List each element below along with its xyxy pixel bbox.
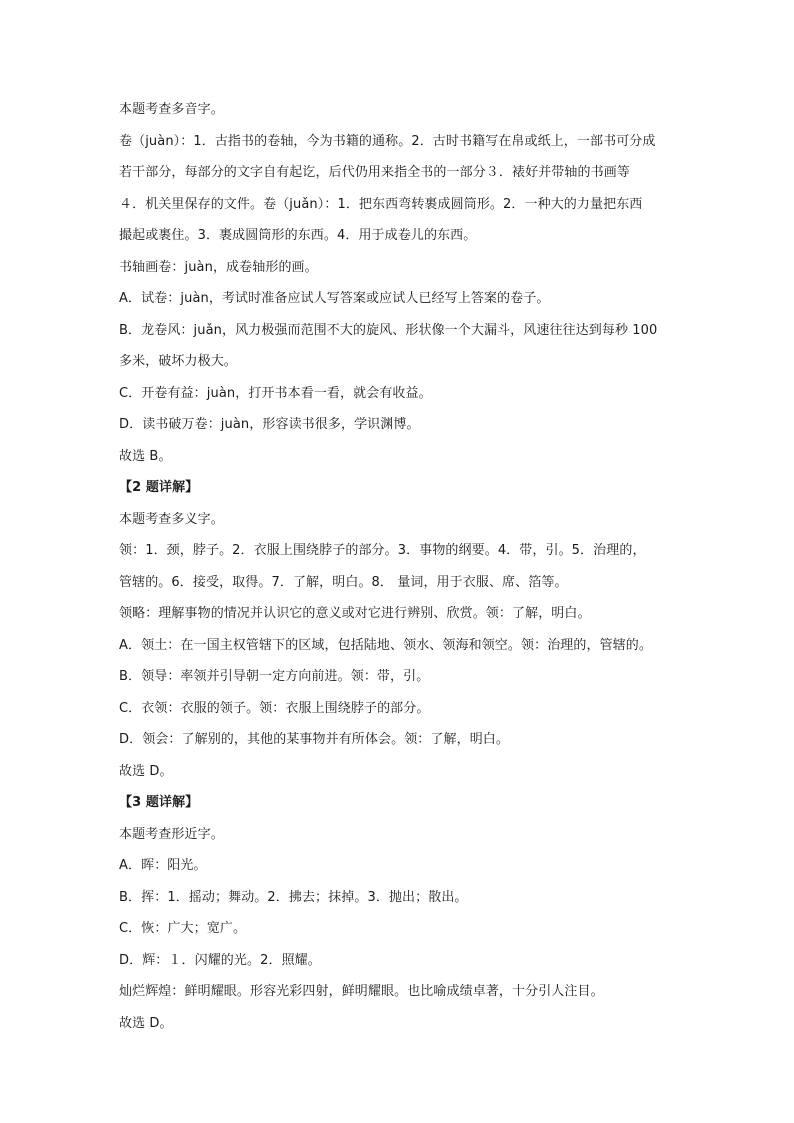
answer-explanation-body bbox=[119, 101, 679, 1046]
option-b: B．领导：率领并引导朝一定方向前进。领：带，引。 bbox=[119, 669, 430, 684]
text-line: 领略：理解事物的情况并认识它的意义或对它进行辨别、欣赏。领：了解，明白。 bbox=[119, 606, 591, 621]
option-d: D．领会：了解别的，其他的某事物并有所体会。领：了解，明白。 bbox=[119, 732, 510, 747]
option-b: B．挥：1．摇动；舞动。2．拂去；抹掉。3．抛出；散出。 bbox=[119, 889, 468, 905]
text-line: ４．机关里保存的文件。卷（juǎn）：1．把东西弯转裹成圆筒形。2．一种大的力量把东西 bbox=[119, 196, 643, 212]
text-line: 灿烂辉煌：鲜明耀眼。形容光彩四射，鲜明耀眼。也比喻成绩卓著，十分引人注目。 bbox=[119, 984, 604, 999]
section-heading: 【2 题详解】 bbox=[119, 480, 199, 495]
text-line: 本题考查多义字。 bbox=[119, 511, 224, 527]
answer-line: 故选 D。 bbox=[119, 763, 173, 779]
option-c: C．恢：广大；宽广。 bbox=[119, 921, 247, 936]
text-line: 书轴画卷：juàn，成卷轴形的画。 bbox=[119, 259, 318, 275]
option-d: D．辉：１．闪耀的光。2．照耀。 bbox=[119, 952, 321, 968]
answer-line: 故选 B。 bbox=[119, 448, 172, 464]
text-line: 本题考查形近字。 bbox=[119, 826, 224, 842]
option-c: C．衣领：衣服的领子。领：衣服上围绕脖子的部分。 bbox=[119, 700, 430, 716]
option-c: C．开卷有益：juàn，打开书本看一看，就会有收益。 bbox=[119, 385, 432, 401]
answer-line: 故选 D。 bbox=[119, 1015, 173, 1031]
text-line: 卷（juàn）：1．古指书的卷轴，今为书籍的通称。2．古时书籍写在帛或纸上，一部书可分成 bbox=[119, 133, 656, 149]
option-a: A．晖：阳光。 bbox=[119, 858, 207, 873]
option-a: A．领土：在一国主权管辖下的区域，包括陆地、领水、领海和领空。领：治理的，管辖的。 bbox=[119, 637, 652, 653]
text-line: 领：1．颈，脖子。2．衣服上围绕脖子的部分。3．事物的纲要。4．带，引。5．治理的， bbox=[119, 543, 646, 558]
section-heading: 【3 题详解】 bbox=[119, 795, 199, 810]
text-line: 本题考查多音字。 bbox=[119, 102, 224, 117]
text-line: 管辖的。6．接受，取得。7．了解，明白。8． 量词，用于衣服、席、箔等。 bbox=[119, 574, 568, 590]
option-d: D．读书破万卷：juàn，形容读书很多，学识渊博。 bbox=[119, 417, 420, 432]
text-line: 多米，破坏力极大。 bbox=[119, 354, 237, 369]
text-line: 若干部分，每部分的文字自有起讫，后代仍用来指全书的一部分３．裱好并带轴的书画等 bbox=[119, 165, 630, 180]
option-b: B．龙卷风：juǎn，风力极强而范围不大的旋风、形状像一个大漏斗，风速往往达到每秒 100 bbox=[119, 322, 658, 338]
option-a: A．试卷：juàn，考试时准备应试人写答案或应试人已经写上答案的卷子。 bbox=[119, 291, 550, 306]
text-line: 撮起或裹住。3．裹成圆筒形的东西。4．用于成卷儿的东西。 bbox=[119, 228, 477, 243]
